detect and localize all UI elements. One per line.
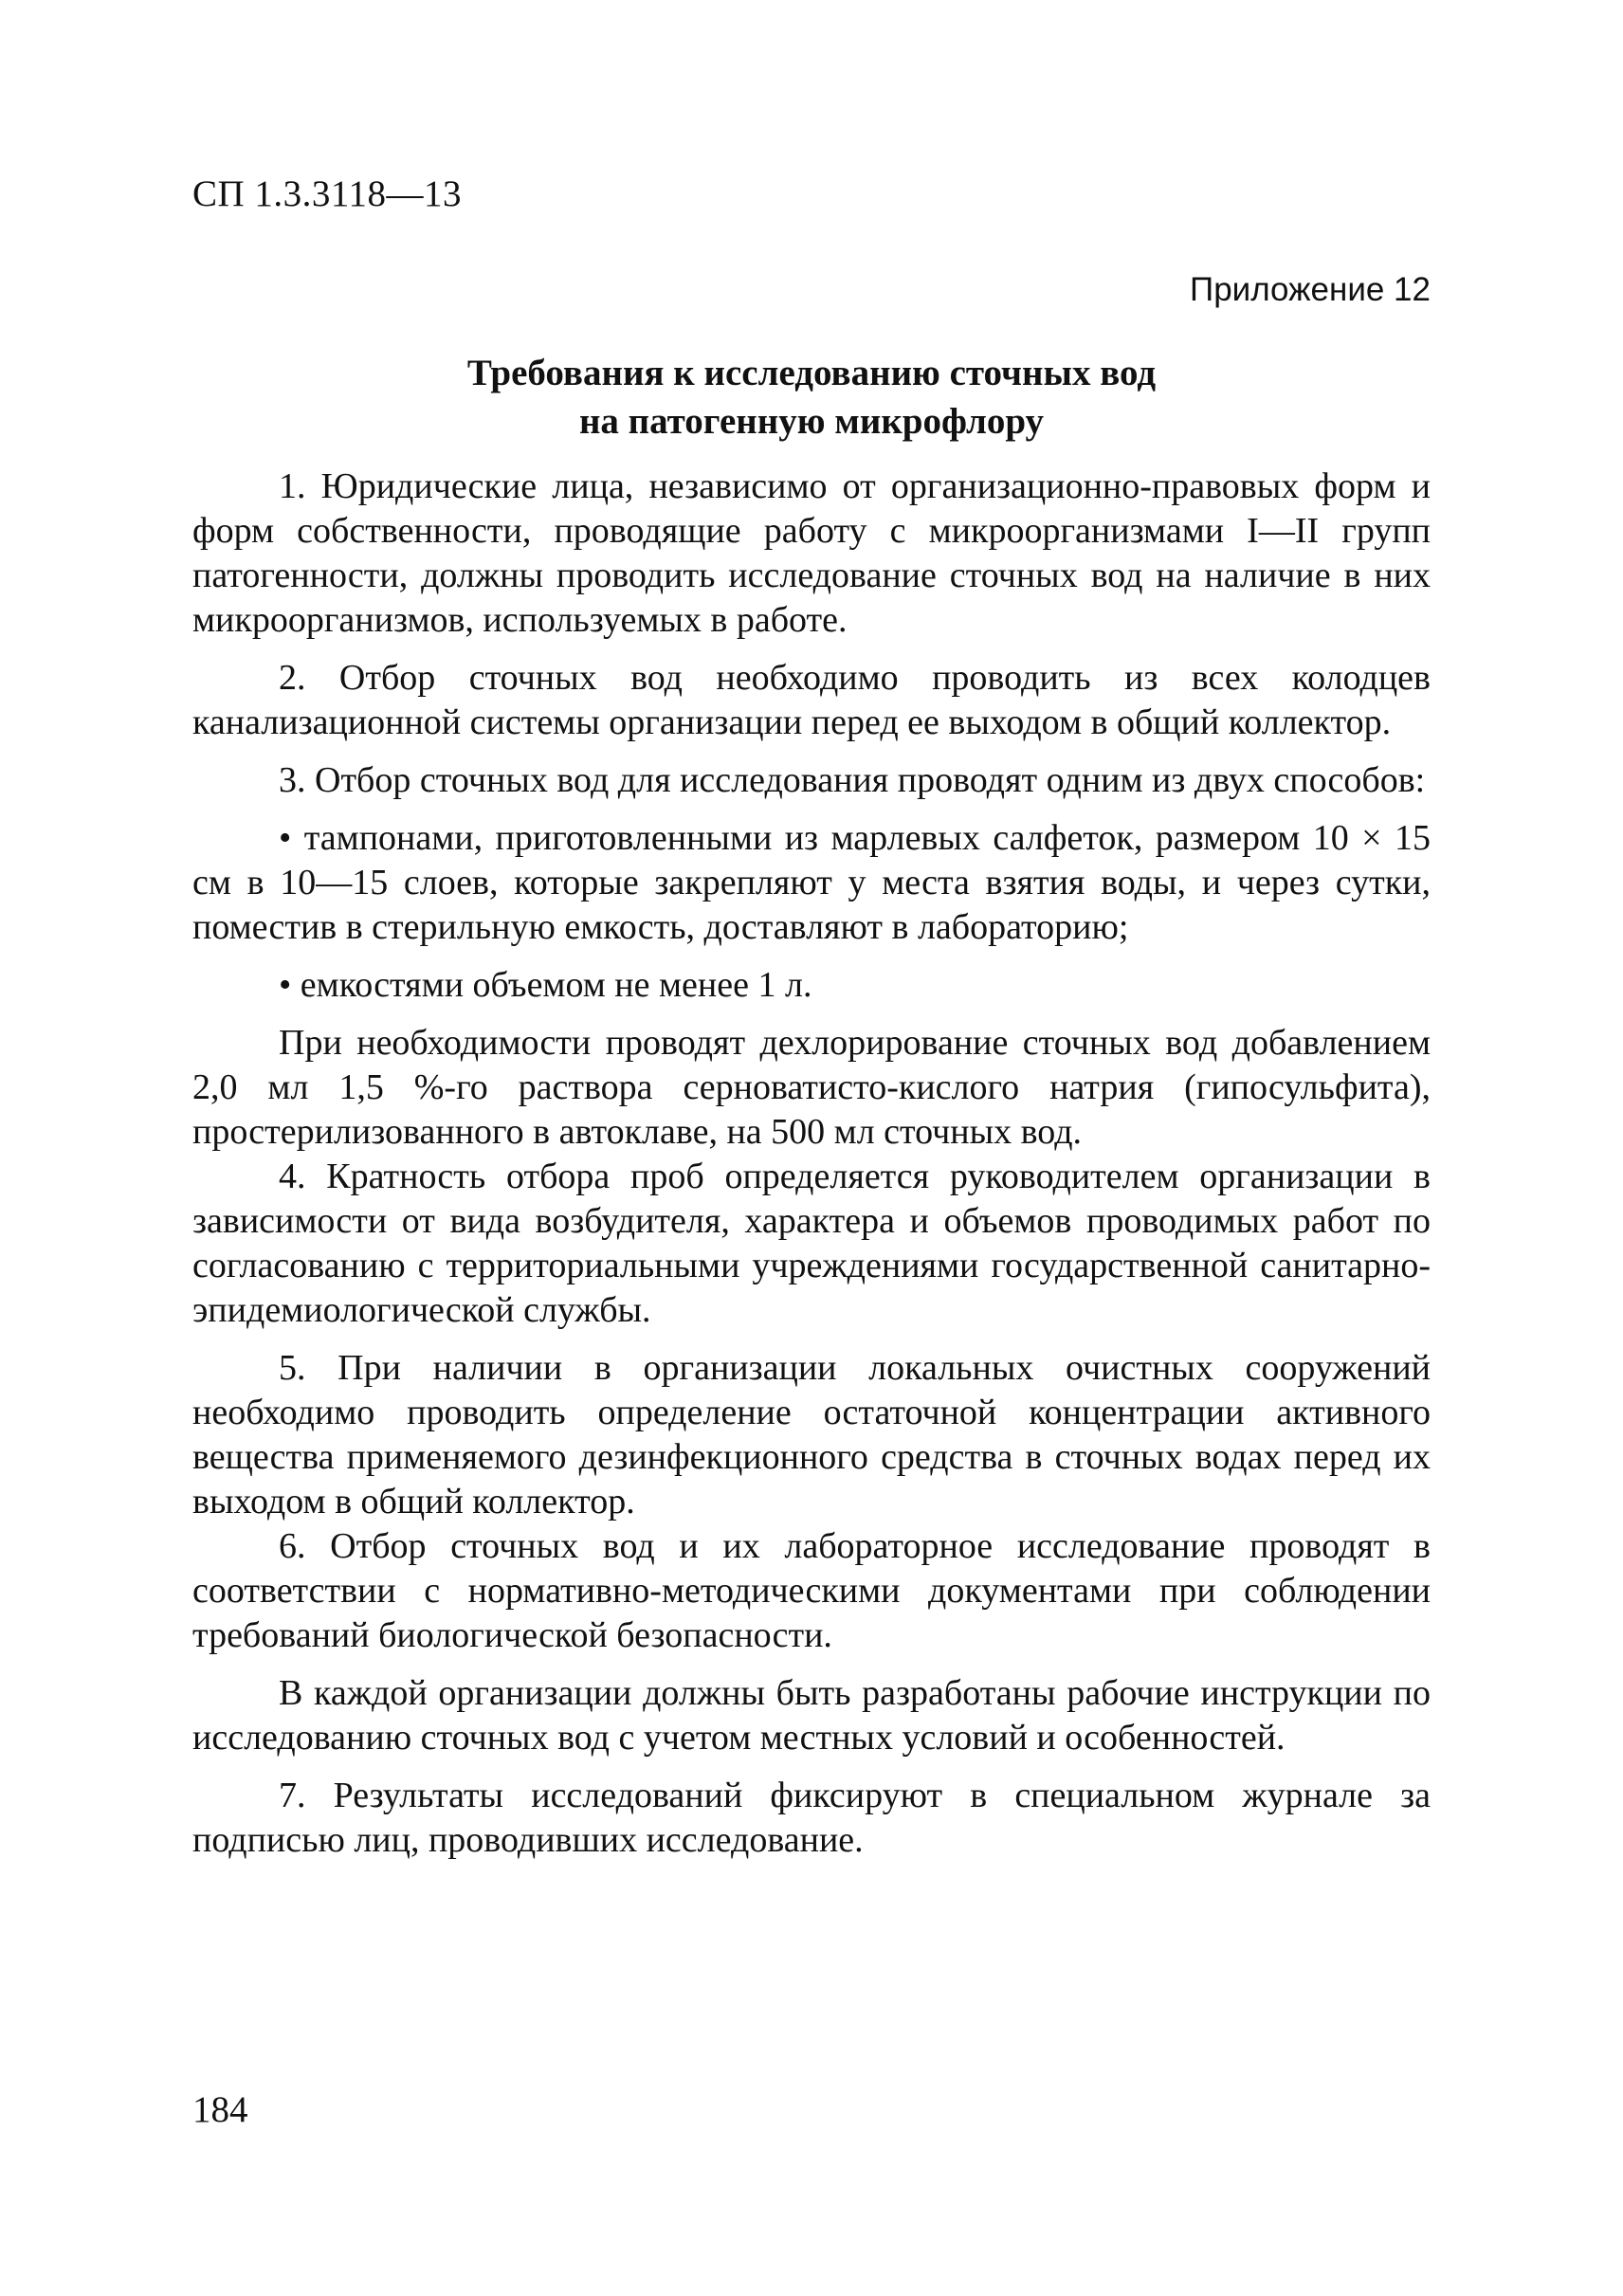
paragraph-instructions: В каждой организации должны быть разработаны рабочие инструкции по исследованию сточных вод с учетом местных условий и особенностей. — [192, 1673, 1431, 1758]
section-title — [192, 349, 1431, 446]
paragraph-7: 7. Результаты исследований фиксируют в специальном журнале за подписью лиц, проводивших исследование. — [192, 1776, 1431, 1860]
bullet-item-containers: • емкостями объемом не менее 1 л. — [279, 965, 812, 1005]
paragraph-4: 4. Кратность отбора проб определяется руководителем организации в зависимости от вида возбудителя, характера и объемов проводимых работ по согласованию с территориальными учреждениями государственной санитарно-эпидемиологической службы. — [192, 1157, 1431, 1330]
document-body — [192, 465, 1431, 1863]
title-line-1: Требования к исследованию сточных вод — [466, 353, 1157, 393]
title-line-2: на патогенную микрофлору — [578, 401, 1045, 442]
page-number: 184 — [192, 2089, 248, 2130]
paragraph-dechlorination: При необходимости проводят дехлорирование сточных вод добавлением 2,0 мл 1,5 %-го раствора серноватисто-кислого натрия (гипосульфита), простерилизованного в автоклаве, на 500 мл сточных вод. — [192, 1023, 1431, 1152]
paragraph-5: 5. При наличии в организации локальных очистных сооружений необходимо проводить определение остаточной концентрации активного вещества применяемого дезинфекционного средства в сточных водах перед их выходом в общий коллектор. — [192, 1348, 1431, 1522]
document-code: СП 1.3.3118—13 — [192, 173, 462, 214]
bullet-item-swabs: • тампонами, приготовленными из марлевых салфеток, размером 10 × 15 см в 10—15 слоев, которые закрепляют у места взятия воды, и через сутки, поместив в стерильную емкость, доставляют в лабораторию; — [192, 818, 1431, 947]
appendix-label: Приложение 12 — [1190, 271, 1431, 308]
paragraph-6: 6. Отбор сточных вод и их лабораторное исследование проводят в соответствии с нормативно-методическими документами при соблюдении требований биологической безопасности. — [192, 1526, 1431, 1655]
paragraph-3: 3. Отбор сточных вод для исследования проводят одним из двух способов: — [279, 760, 1426, 800]
paragraph-1: 1. Юридические лица, независимо от организационно-правовых форм и форм собственности, проводящие работу с микроорганизмами I—II групп патогенности, должны проводить исследование сточных вод на наличие в них микроорганизмов, используемых в работе. — [192, 466, 1431, 640]
paragraph-2: 2. Отбор сточных вод необходимо проводить из всех колодцев канализационной системы организации перед ее выходом в общий коллектор. — [192, 658, 1431, 742]
